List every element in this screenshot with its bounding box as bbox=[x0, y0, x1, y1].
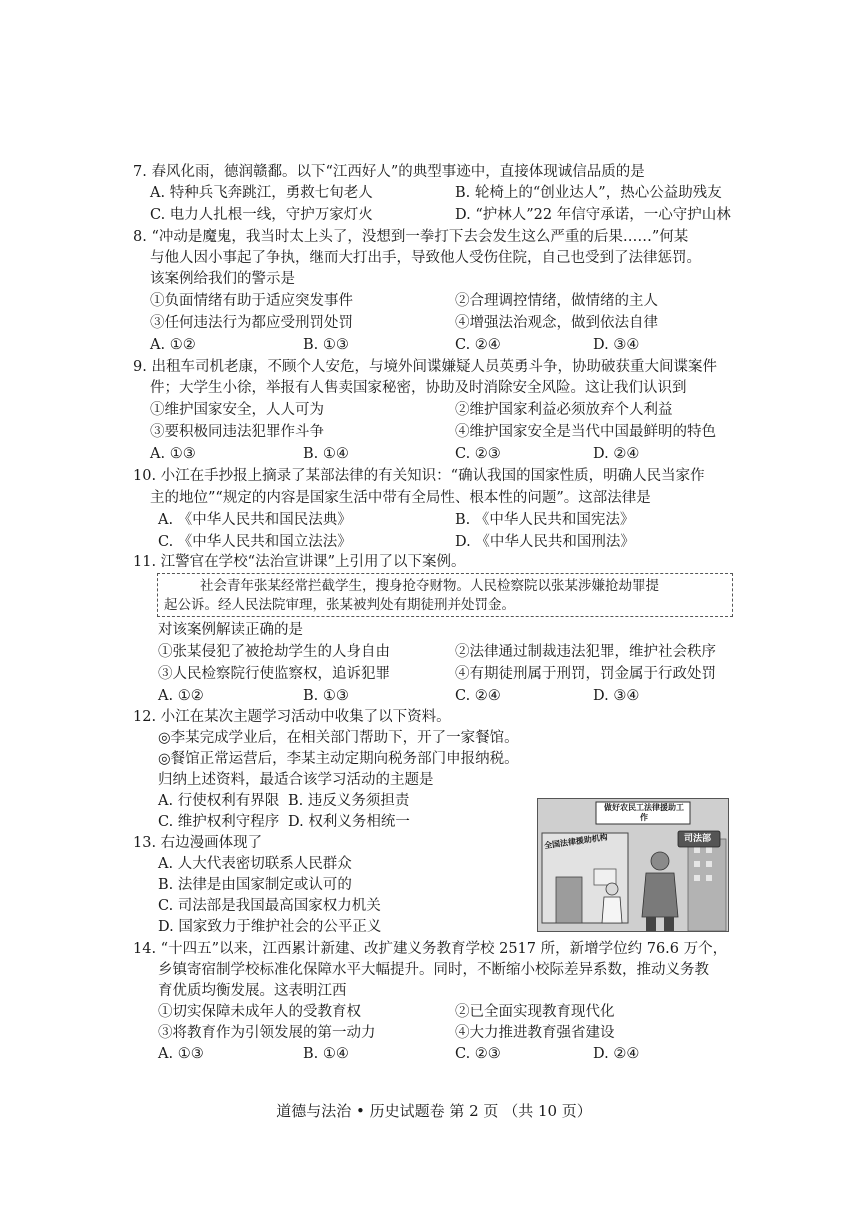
q13-option-b: B. 法律是由国家制定或认可的 bbox=[158, 877, 352, 893]
q9-option-c: C. ②③ bbox=[455, 446, 501, 462]
q7-option-a: A. 特种兵飞奔跳江，勇救七旬老人 bbox=[150, 185, 373, 201]
q10-stem-line2: 主的地位”“规定的内容是国家生活中带有全局性、根本性的问题”。这部法律是 bbox=[150, 490, 651, 506]
q14-option-b: B. ①④ bbox=[303, 1046, 349, 1062]
q14-option-d: D. ②④ bbox=[593, 1046, 640, 1062]
q11-statement-4: ④有期徒刑属于刑罚，罚金属于行政处罚 bbox=[455, 666, 716, 682]
q12-option-c: C. 维护权利守程序 bbox=[158, 814, 280, 830]
q13-option-a: A. 人大代表密切联系人民群众 bbox=[158, 856, 352, 872]
q14-statement-1: ①切实保障未成年人的受教育权 bbox=[158, 1004, 361, 1020]
q8-stem-line3: 该案例给我们的警示是 bbox=[150, 271, 295, 287]
q8-option-b: B. ①③ bbox=[303, 337, 349, 353]
q12-material-2: ◎餐馆正常运营后，李某主动定期向税务部门申报纳税。 bbox=[158, 751, 519, 767]
q13-stem: 13. 右边漫画体现了 bbox=[133, 835, 263, 851]
q14-statement-3: ③将教育作为引领发展的第一动力 bbox=[158, 1025, 376, 1041]
q12-stem: 12. 小江在某次主题学习活动中收集了以下资料。 bbox=[133, 709, 451, 725]
q11-case-box bbox=[157, 573, 733, 617]
q14-stem-line3: 育优质均衡发展。这表明江西 bbox=[158, 983, 347, 999]
q13-option-d: D. 国家致力于维护社会的公平正义 bbox=[158, 919, 382, 935]
q10-option-c: C. 《中华人民共和国立法法》 bbox=[158, 534, 352, 550]
q7-option-b: B. 轮椅上的“创业达人”，热心公益助残友 bbox=[455, 185, 722, 201]
page-footer: 道德与法治 • 历史试题卷 第 2 页 （共 10 页） bbox=[276, 1102, 592, 1120]
q11-option-a: A. ①② bbox=[158, 688, 204, 704]
q7-option-d: D. “护林人”22 年信守承诺，一心守护山林 bbox=[455, 207, 731, 223]
q10-stem-line1: 10. 小江在手抄报上摘录了某部法律的有关知识：“确认我国的国家性质，明确人民当家作 bbox=[133, 468, 705, 484]
q14-option-c: C. ②③ bbox=[455, 1046, 501, 1062]
q9-statement-3: ③要积极同违法犯罪作斗争 bbox=[150, 424, 324, 440]
q12-option-b: B. 违反义务须担责 bbox=[288, 793, 410, 809]
q11-statement-3: ③人民检察院行使监察权，追诉犯罪 bbox=[158, 666, 390, 682]
q8-statement-1: ①负面情绪有助于适应突发事件 bbox=[150, 293, 353, 309]
legal-aid-cartoon bbox=[537, 798, 729, 932]
q14-stem-line2: 乡镇寄宿制学校标准化保障水平大幅提升。同时，不断缩小校际差异系数，推动义务教 bbox=[158, 962, 709, 978]
q9-option-a: A. ①③ bbox=[150, 446, 196, 462]
q10-option-b: B. 《中华人民共和国宪法》 bbox=[455, 512, 635, 528]
q11-ask: 对该案例解读正确的是 bbox=[158, 622, 303, 638]
q11-case-line2: 起公诉。经人民法院审理，张某被判处有期徒刑并处罚金。 bbox=[164, 597, 515, 613]
cartoon-sign-text: 做好农民工法律援助工作 bbox=[604, 803, 684, 822]
q8-option-d: D. ③④ bbox=[593, 337, 640, 353]
q11-option-c: C. ②④ bbox=[455, 688, 501, 704]
q11-statement-2: ②法律通过制裁违法犯罪，维护社会秩序 bbox=[455, 644, 716, 660]
cartoon-badge-text: 司法部 bbox=[684, 834, 712, 844]
q9-option-d: D. ②④ bbox=[593, 446, 640, 462]
q11-statement-1: ①张某侵犯了被抢劫学生的人身自由 bbox=[158, 644, 390, 660]
q10-option-d: D. 《中华人民共和国刑法》 bbox=[455, 534, 635, 550]
q14-statement-4: ④大力推进教育强省建设 bbox=[455, 1025, 615, 1041]
q14-statement-2: ②已全面实现教育现代化 bbox=[455, 1004, 615, 1020]
q11-option-b: B. ①③ bbox=[303, 688, 349, 704]
q9-statement-4: ④维护国家安全是当代中国最鲜明的特色 bbox=[455, 424, 716, 440]
q9-option-b: B. ①④ bbox=[303, 446, 349, 462]
q8-stem-line2: 与他人因小事起了争执，继而大打出手，导致他人受伤住院，自己也受到了法律惩罚。 bbox=[150, 250, 701, 266]
q11-option-d: D. ③④ bbox=[593, 688, 640, 704]
cartoon-banner-text: 全国法律援助机构 bbox=[543, 832, 609, 851]
q8-stem-line1: 8. “冲动是魔鬼，我当时太上头了，没想到一拳打下去会发生这么严重的后果……”何某 bbox=[133, 229, 689, 245]
q9-statement-1: ①维护国家安全，人人可为 bbox=[150, 402, 324, 418]
q11-case-line1: 社会青年张某经常拦截学生，搜身抢夺财物。人民检察院以张某涉嫌抢劫罪提 bbox=[200, 578, 659, 594]
q10-option-a: A. 《中华人民共和国民法典》 bbox=[158, 512, 352, 528]
q7-stem: 7. 春风化雨，德润赣鄱。以下“江西好人”的典型事迹中，直接体现诚信品质的是 bbox=[133, 164, 645, 180]
q8-option-c: C. ②④ bbox=[455, 337, 501, 353]
q9-stem-line2: 件；大学生小徐，举报有人售卖国家秘密，协助及时消除安全风险。这让我们认识到 bbox=[150, 380, 687, 396]
q14-stem-line1: 14. “十四五”以来，江西累计新建、改扩建义务教育学校 2517 所，新增学位约 76.6 万个， bbox=[133, 941, 728, 957]
q9-statement-2: ②维护国家利益必须放弃个人利益 bbox=[455, 402, 673, 418]
q12-ask: 归纳上述资料，最适合该学习活动的主题是 bbox=[158, 772, 434, 788]
q12-material-1: ◎李某完成学业后，在相关部门帮助下，开了一家餐馆。 bbox=[158, 730, 519, 746]
q11-stem: 11. 江警官在学校“法治宣讲课”上引用了以下案例。 bbox=[133, 554, 466, 570]
q12-option-d: D. 权利义务相统一 bbox=[288, 814, 410, 830]
q8-statement-2: ②合理调控情绪，做情绪的主人 bbox=[455, 293, 658, 309]
q8-option-a: A. ①② bbox=[150, 337, 196, 353]
q8-statement-4: ④增强法治观念，做到依法自律 bbox=[455, 315, 658, 331]
q7-option-c: C. 电力人扎根一线，守护万家灯火 bbox=[150, 207, 373, 223]
q13-option-c: C. 司法部是我国最高国家权力机关 bbox=[158, 898, 381, 914]
q14-option-a: A. ①③ bbox=[158, 1046, 204, 1062]
q9-stem-line1: 9. 出租车司机老康，不顾个人安危，与境外间谍嫌疑人员英勇斗争，协助破获重大间谍案件 bbox=[133, 359, 717, 375]
q12-option-a: A. 行使权利有界限 bbox=[158, 793, 280, 809]
q8-statement-3: ③任何违法行为都应受刑罚处罚 bbox=[150, 315, 353, 331]
